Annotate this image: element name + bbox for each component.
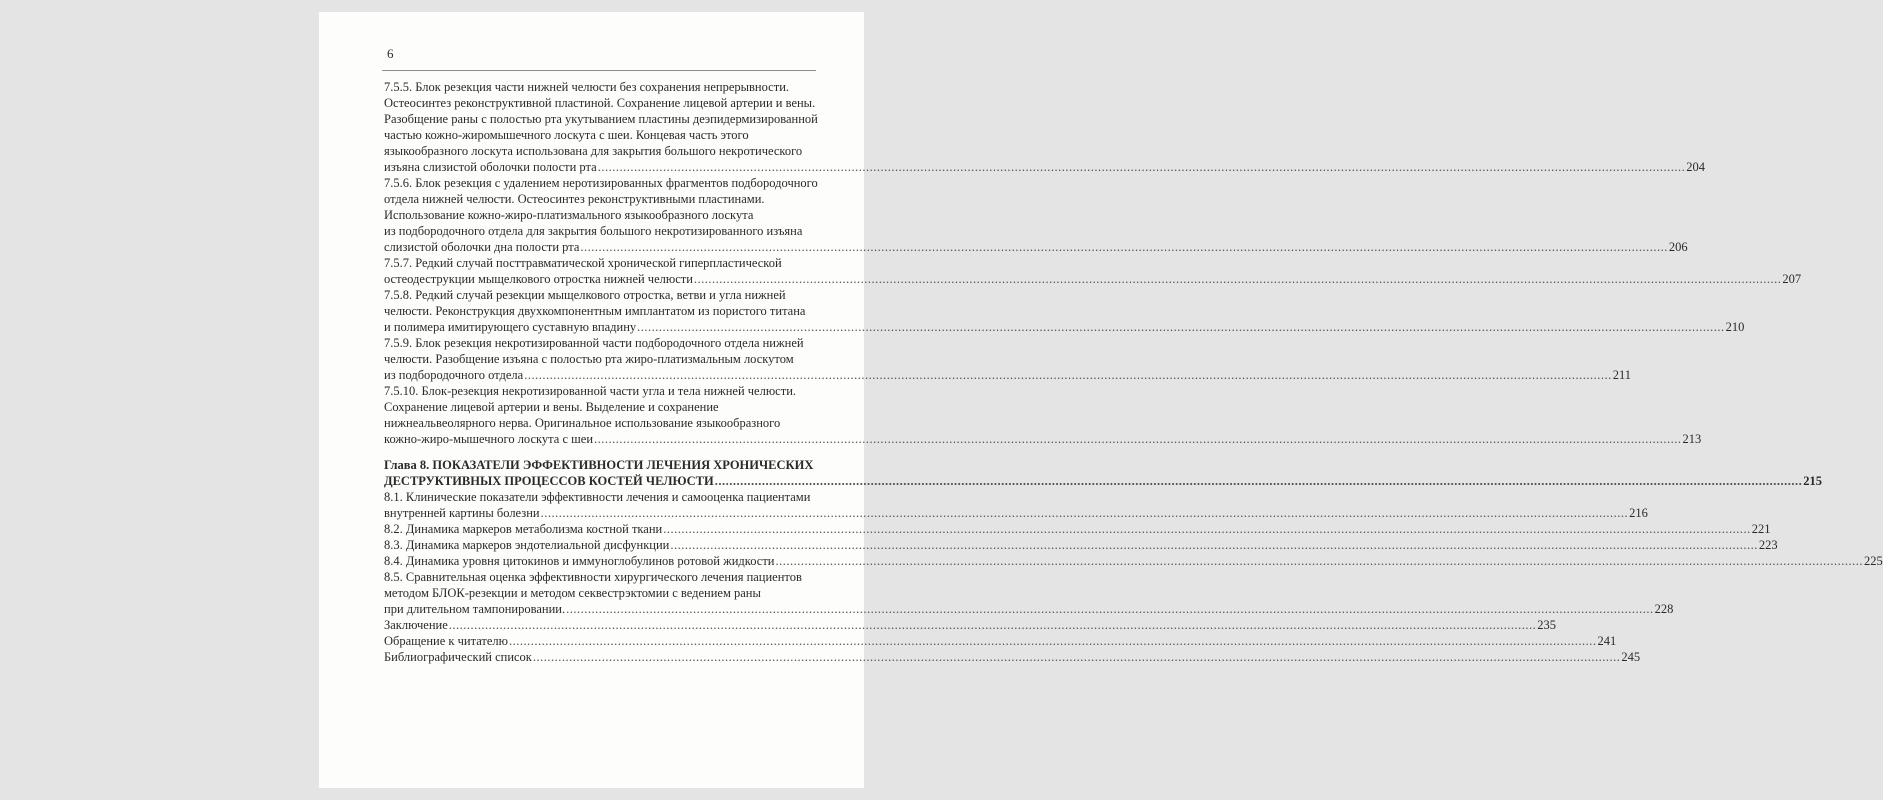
dot-leader: ............................................................................................................................................................................................................................................................................................................ xyxy=(714,474,1803,488)
toc-page-number: 223 xyxy=(1758,538,1778,552)
dot-leader: ............................................................................................................................................................................................................................................................................................................ xyxy=(540,506,1629,520)
dot-leader: ............................................................................................................................................................................................................................................................................................................ xyxy=(775,554,1863,568)
toc-entry-final-line xyxy=(384,553,1883,569)
toc-line: Разобщение раны с полостью рта укутыванием пластины деэпидермизированной xyxy=(384,112,818,126)
table-of-contents xyxy=(384,79,1883,665)
toc-entry-text: слизистой оболочки дна полости рта xyxy=(384,240,580,254)
toc-page-number: 241 xyxy=(1597,634,1617,648)
toc-entry-final-line xyxy=(384,633,1617,649)
toc-entry-text: 8.3. Динамика маркеров эндотелиальной дисфункции xyxy=(384,538,670,552)
toc-entry-text: Обращение к читателю xyxy=(384,634,509,648)
toc-entry-final-line xyxy=(384,473,1822,489)
toc-line: отдела нижней челюсти. Остеосинтез реконструктивными пластинами. xyxy=(384,192,765,206)
toc-entry-final-line xyxy=(384,159,1705,175)
toc-entry-final-line xyxy=(384,239,1688,255)
toc-entry-final-line xyxy=(384,537,1778,553)
toc-page-number: 245 xyxy=(1621,650,1641,664)
toc-entry-text: и полимера имитирующего суставную впадину xyxy=(384,320,637,334)
toc-page-number: 228 xyxy=(1654,602,1674,616)
page-number: 6 xyxy=(387,46,394,61)
toc-entry-text: остеодеструкции мыщелкового отростка нижней челюсти xyxy=(384,272,693,286)
toc-entry-text: 8.2. Динамика маркеров метаболизма костной ткани xyxy=(384,522,663,536)
toc-line: челюсти. Реконструкция двухкомпонентным имплантатом из пористого титана xyxy=(384,304,806,318)
toc-page-number: 213 xyxy=(1682,432,1702,446)
toc-entry-text: кожно-жиро-мышечного лоскута с шеи xyxy=(384,432,594,446)
header-rule xyxy=(382,70,816,71)
dot-leader: ............................................................................................................................................................................................................................................................................................................ xyxy=(693,272,1782,286)
toc-entry-text: внутренней картины болезни xyxy=(384,506,540,520)
toc-entry-final-line xyxy=(384,521,1771,537)
toc-page-number: 210 xyxy=(1725,320,1745,334)
toc-entry-text: Заключение xyxy=(384,618,448,632)
toc-entry-text: изъяна слизистой оболочки полости рта xyxy=(384,160,597,174)
toc-page-number: 215 xyxy=(1803,474,1822,488)
toc-page-number: 235 xyxy=(1537,618,1556,632)
dot-leader: ............................................................................................................................................................................................................................................................................................................ xyxy=(532,650,1621,664)
toc-line: языкообразного лоскута использована для закрытия большого некротического xyxy=(384,144,803,158)
toc-line: частью кожно-жиромышечного лоскута с шеи. Концевая часть этого xyxy=(384,128,749,142)
toc-line: из подбородочного отдела для закрытия большого некротизированного изъяна xyxy=(384,224,803,238)
toc-page-number: 206 xyxy=(1668,240,1688,254)
toc-entry-text: при длительном тампонировании. xyxy=(384,602,566,616)
toc-page-number: 211 xyxy=(1612,368,1632,382)
toc-entry-final-line xyxy=(384,601,1674,617)
toc-line: 7.5.5. Блок резекция части нижней челюсти без сохранения непрерывности. xyxy=(384,80,790,94)
toc-line: Глава 8. ПОКАЗАТЕЛИ ЭФФЕКТИВНОСТИ ЛЕЧЕНИЯ ХРОНИЧЕСКИХ xyxy=(384,458,814,472)
toc-line: Сохранение лицевой артерии и вены. Выделение и сохранение xyxy=(384,400,719,414)
toc-page-number: 221 xyxy=(1751,522,1771,536)
toc-line: челюсти. Разобщение изъяна с полостью рта жиро-платизмальным лоскутом xyxy=(384,352,794,366)
dot-leader: ............................................................................................................................................................................................................................................................................................................ xyxy=(637,320,1725,334)
dot-leader: ............................................................................................................................................................................................................................................................................................................ xyxy=(663,522,1751,536)
dot-leader: ............................................................................................................................................................................................................................................................................................................ xyxy=(670,538,1758,552)
toc-line: 7.5.8. Редкий случай резекции мыщелкового отростка, ветви и угла нижней xyxy=(384,288,786,302)
dot-leader: ............................................................................................................................................................................................................................................................................................................ xyxy=(524,368,1612,382)
dot-leader: ............................................................................................................................................................................................................................................................................................................ xyxy=(566,602,1654,616)
toc-line: нижнеальвеолярного нерва. Оригинальное использование языкообразного xyxy=(384,416,781,430)
toc-page-number: 207 xyxy=(1782,272,1802,286)
toc-page-number: 225 xyxy=(1863,554,1883,568)
toc-entry-text: Библиографический список xyxy=(384,650,532,664)
toc-entry-final-line xyxy=(384,271,1802,287)
toc-line: 7.5.7. Редкий случай посттравматической хронической гиперпластической xyxy=(384,256,782,270)
dot-leader: ............................................................................................................................................................................................................................................................................................................ xyxy=(594,432,1682,446)
dot-leader: ............................................................................................................................................................................................................................................................................................................ xyxy=(597,160,1686,174)
toc-line: 8.1. Клинические показатели эффективности лечения и самооценка пациентами xyxy=(384,490,811,504)
toc-entry-text: ДЕСТРУКТИВНЫХ ПРОЦЕССОВ КОСТЕЙ ЧЕЛЮСТИ xyxy=(384,474,714,488)
toc-entry-final-line xyxy=(384,649,1641,665)
toc-line: Использование кожно-жиро-платизмального языкообразного лоскута xyxy=(384,208,754,222)
dot-leader: ............................................................................................................................................................................................................................................................................................................ xyxy=(448,618,1537,632)
toc-entry-final-line xyxy=(384,505,1648,521)
toc-entry-final-line xyxy=(384,367,1632,383)
toc-line: Остеосинтез реконструктивной пластиной. Сохранение лицевой артерии и вены. xyxy=(384,96,816,110)
section-gap xyxy=(384,447,809,457)
toc-entry-text: из подбородочного отдела xyxy=(384,368,524,382)
toc-line: 7.5.10. Блок-резекция некротизированной части угла и тела нижней челюсти. xyxy=(384,384,797,398)
toc-line: 8.5. Сравнительная оценка эффективности хирургического лечения пациентов xyxy=(384,570,802,584)
toc-page-number: 204 xyxy=(1686,160,1705,174)
toc-entry-final-line xyxy=(384,617,1556,633)
toc-entry-text: 8.4. Динамика уровня цитокинов и иммуноглобулинов ротовой жидкости xyxy=(384,554,775,568)
dot-leader: ............................................................................................................................................................................................................................................................................................................ xyxy=(509,634,1597,648)
toc-entry-final-line xyxy=(384,431,1702,447)
toc-page-number: 216 xyxy=(1629,506,1648,520)
toc-line: методом БЛОК-резекции и методом секвестрэктомии с ведением раны xyxy=(384,586,761,600)
toc-line: 7.5.9. Блок резекция некротизированной части подбородочного отдела нижней xyxy=(384,336,804,350)
dot-leader: ............................................................................................................................................................................................................................................................................................................ xyxy=(580,240,1668,254)
toc-entry-final-line xyxy=(384,319,1745,335)
toc-line: 7.5.6. Блок резекция с удалением неротизированных фрагментов подбородочного xyxy=(384,176,818,190)
